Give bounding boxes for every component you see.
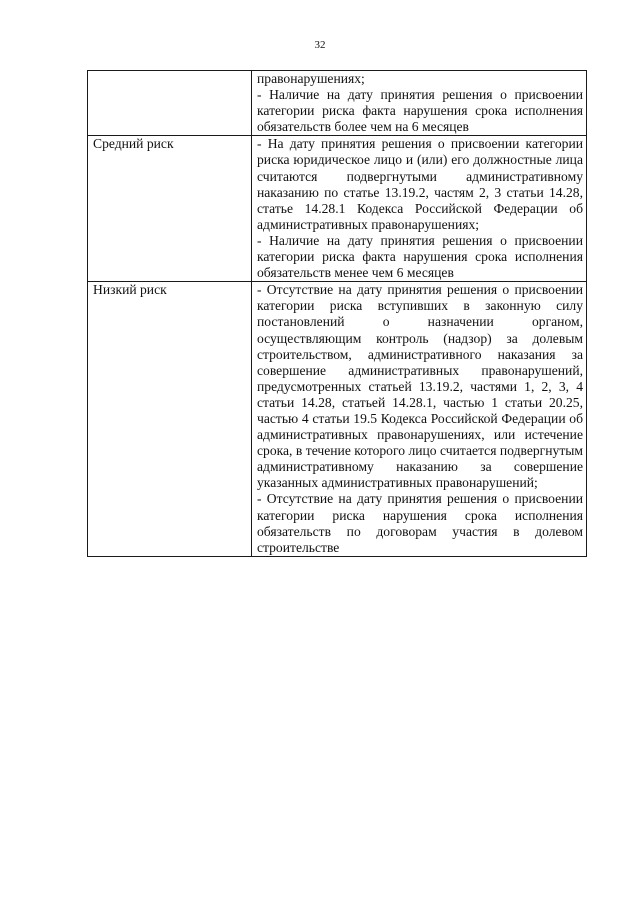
risk-category-cell xyxy=(88,71,252,136)
risk-category-cell: Низкий риск xyxy=(88,282,252,557)
criteria-paragraph: - Наличие на дату принятия решения о присвоении категории риска факта нарушения срока исполнения обязательств более чем на 6 месяцев xyxy=(257,87,583,135)
risk-criteria-cell xyxy=(252,71,587,136)
table-row xyxy=(88,71,587,136)
risk-criteria-cell xyxy=(252,282,587,557)
criteria-paragraph: - Наличие на дату принятия решения о присвоении категории риска факта нарушения срока исполнения обязательств менее чем 6 месяцев xyxy=(257,232,583,281)
page-number: 32 xyxy=(314,39,326,51)
table-row xyxy=(88,136,587,282)
criteria-paragraph: - На дату принятия решения о присвоении категории риска юридическое лицо и (или) его должностные лица считаются подвергнутыми административному наказанию по статье 13.19.2, частям 2, 3 статьи 14.28, статье 14.28.1 Кодекса Российской Федерации об административных правонарушениях; xyxy=(257,136,583,232)
criteria-paragraph: правонарушениях; xyxy=(257,71,365,86)
table-row xyxy=(88,282,587,557)
risk-criteria-cell xyxy=(252,136,587,282)
criteria-paragraph: - Отсутствие на дату принятия решения о присвоении категории риска нарушения срока исполнения обязательств по договорам участия в долевом строительстве xyxy=(257,491,583,555)
criteria-paragraph: - Отсутствие на дату принятия решения о присвоении категории риска вступивших в законную силу постановлений о назначении органом, осуществляющим контроль (надзор) за долевым строительством, административного наказания за совершение административных правонарушений, предусмотренных статьей 13.19.2, частями 1, 2, 3, 4 статьи 14.28, статьей 14.28.1, частью 1 статьи 20.25, частью 4 статьи 19.5 Кодекса Российской Федерации об административных правонарушениях, или истечение срока, в течение которого лицо считается подвергнутым административному наказанию за совершение указанных административных правонарушений; xyxy=(257,282,583,491)
risk-category-table xyxy=(87,70,587,557)
risk-category-cell: Средний риск xyxy=(88,136,252,282)
